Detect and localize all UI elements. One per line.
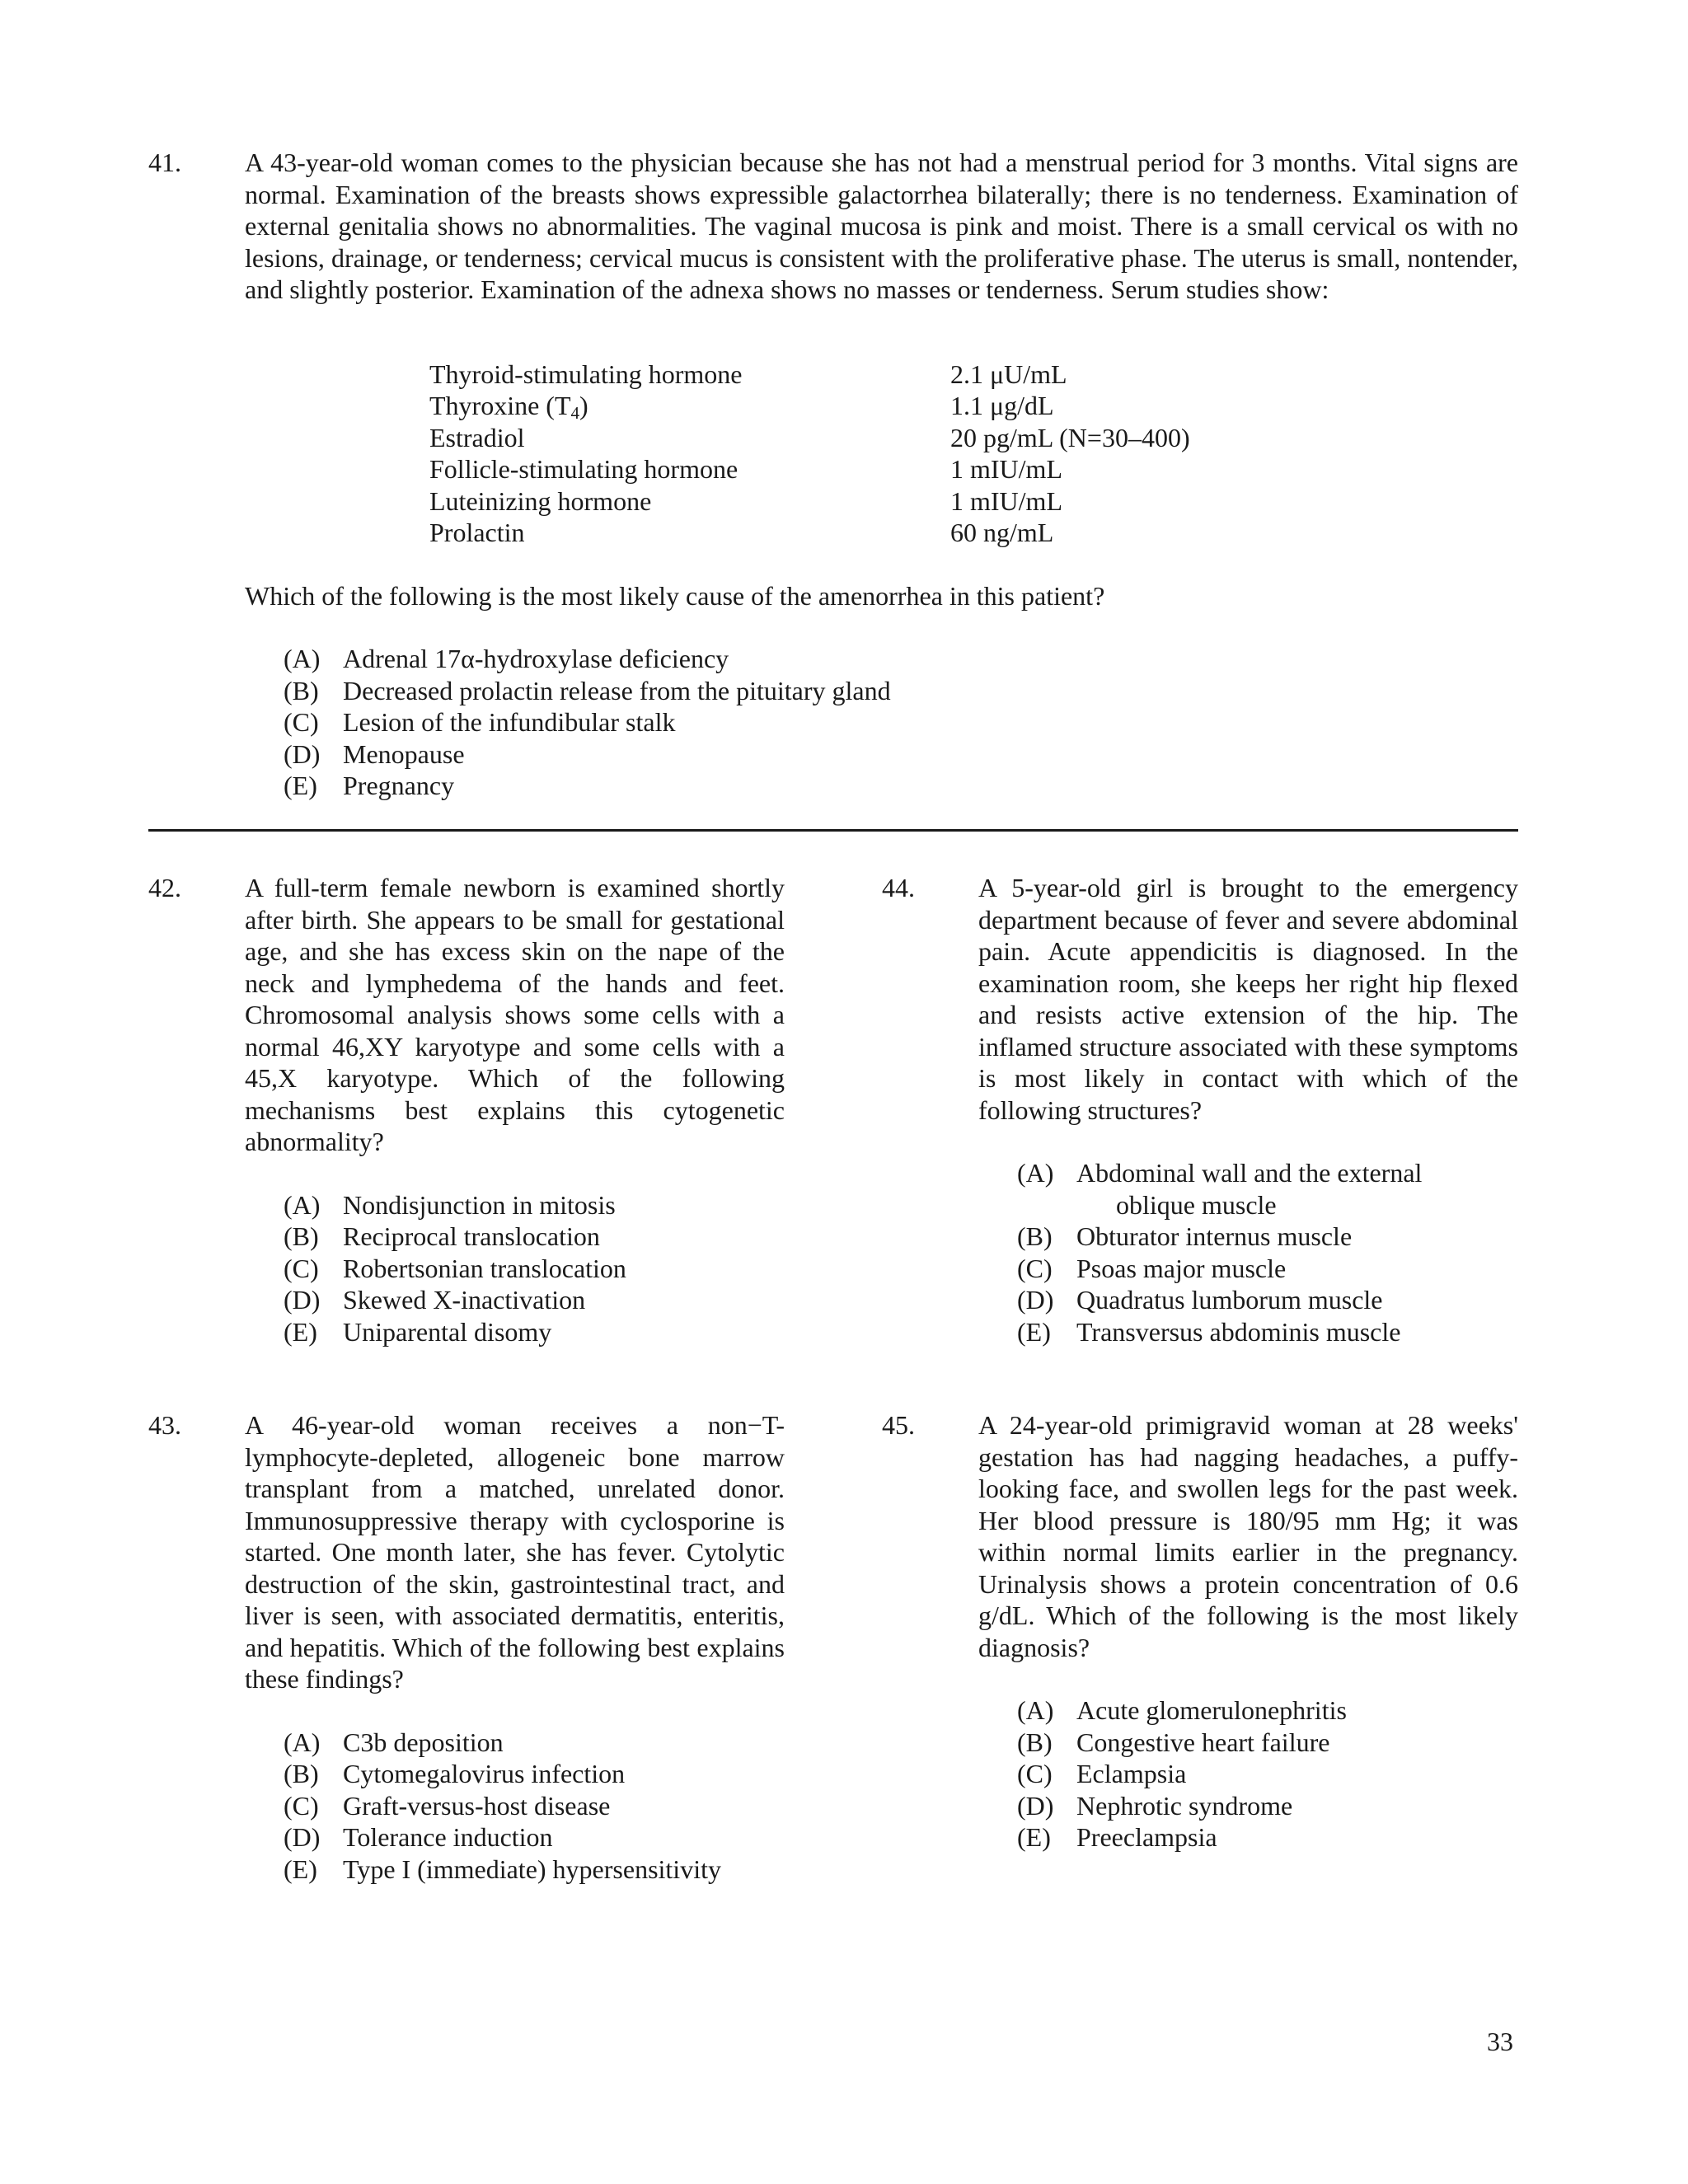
choice-text: Quadratus lumborum muscle [1076,1285,1383,1315]
choice-text: Reciprocal translocation [343,1221,600,1251]
question-number: 43. [148,1410,181,1440]
choice-letter: (B) [284,675,319,705]
question-prompt: Which of the following is the most likely cause of the amenorrhea in this patient? [245,580,1105,611]
choice-text: Decreased prolactin release from the pituitary gland [343,675,891,705]
choice-text: Pregnancy [343,771,455,800]
answer-choice[interactable] [1017,1727,1518,1759]
answer-choice[interactable] [284,1284,785,1316]
answer-choice[interactable] [1017,1790,1518,1822]
choice-text: Eclampsia [1076,1759,1187,1788]
choice-text: Type I (immediate) hypersensitivity [343,1854,721,1884]
lab-value: 1 mIU/mL [950,485,1062,516]
choice-text: Psoas major muscle [1076,1253,1287,1283]
answer-choice[interactable] [284,1221,785,1253]
choice-letter: (C) [1017,1253,1053,1283]
section-divider [148,829,1518,832]
answer-choice[interactable] [284,1854,785,1886]
lab-results-table [429,359,1518,549]
question-stem: A 24-year-old primigravid woman at 28 weeks' gestation has had nagging headaches, a puffy-looking face, and swollen legs for the past week. Her blood pressure is 180/95 mm Hg; it was within normal limits earlier in the pregnancy. Urinalysis shows a protein concentration of 0.6 g/dL. Which of the following is the most likely diagnosis? [978,1410,1518,1662]
choice-text: Abdominal wall and the external [1076,1158,1423,1188]
answer-choices [284,643,1518,802]
lab-value: 20 pg/mL (N=30–400) [950,422,1190,452]
lab-name: Estradiol [429,422,525,452]
question-number: 42. [148,873,181,902]
choice-text: Obturator internus muscle [1076,1221,1353,1251]
choice-letter: (D) [284,738,321,769]
answer-choice[interactable] [284,1316,785,1348]
answer-choice[interactable] [1017,1758,1518,1790]
choice-text: Robertsonian translocation [343,1253,626,1283]
answer-choice[interactable] [284,1189,785,1221]
choice-text: Transversus abdominis muscle [1076,1316,1401,1347]
choice-text-continuation: oblique muscle [1116,1189,1277,1220]
answer-choice[interactable] [284,643,1518,675]
choice-letter: (A) [284,1727,321,1757]
answer-choice[interactable] [1017,1157,1518,1221]
choice-letter: (B) [284,1759,319,1788]
question-stem: A 46-year-old woman receives a non−T-lymphocyte-depleted, allogeneic bone marrow transplant from a matched, unrelated donor. Immunosuppressive therapy with cyclosporine is started. One month later, she has fever. Cytolytic destruction of the skin, gastrointestinal tract, and liver is seen, with associated dermatitis, enteritis, and hepatitis. Which of the following best explains these findings? [245,1410,785,1694]
answer-choice[interactable] [284,1790,785,1822]
choice-text: Graft-versus-host disease [343,1790,611,1821]
choice-letter: (E) [284,1316,317,1347]
choice-text: Adrenal 17α-hydroxylase deficiency [343,644,729,673]
question-number: 44. [882,873,915,902]
page-number: 33 [1487,2027,1513,2056]
choice-text: Menopause [343,738,465,769]
answer-choice[interactable] [284,770,1518,802]
question-42 [148,872,785,1347]
answer-choice[interactable] [284,1727,785,1759]
answer-choice[interactable] [284,1758,785,1790]
choice-letter: (B) [284,1221,319,1251]
question-stem: A 43-year-old woman comes to the physician because she has not had a menstrual period for 3 months. Vital signs are normal. Examination of the breasts shows expressible galactorrhea bilaterally; there is no tenderness. Examination of external genitalia shows no abnormalities. The vaginal mucosa is pink and moist. There is a small cervical os with no lesions, drainage, or tenderness; cervical mucus is consistent with the proliferative phase. The uterus is small, nontender, and slightly posterior. Examination of the adnexa shows no masses or tenderness. Serum studies show: [245,148,1518,304]
answer-choice[interactable] [1017,1694,1518,1727]
choice-text: Congestive heart failure [1076,1727,1330,1757]
choice-letter: (D) [1017,1285,1054,1315]
choice-letter: (A) [284,644,321,673]
choice-text: Skewed X-inactivation [343,1285,586,1315]
lab-value: 1.1 μg/dL [950,391,1054,420]
lab-name: Thyroxine $(T_4)$ [429,391,588,423]
choice-letter: (B) [1017,1221,1053,1251]
choice-letter: (E) [1017,1316,1051,1347]
question-41 [148,147,1518,802]
answer-choice[interactable] [284,675,1518,707]
question-number: 41. [148,148,181,177]
answer-choice[interactable] [1017,1284,1518,1316]
choice-text: Tolerance induction [343,1822,553,1852]
answer-choice[interactable] [284,706,1518,738]
answer-choice[interactable] [284,738,1518,771]
lab-name: Follicle-stimulating hormone [429,454,738,484]
choice-text: Preeclampsia [1076,1822,1217,1852]
choice-text: Nondisjunction in mitosis [343,1189,616,1220]
lab-name: Prolactin [429,518,525,547]
question-45 [882,1409,1518,1854]
lab-value: 2.1 μU/mL [950,359,1067,389]
lab-name: Thyroid-stimulating hormone [429,359,743,389]
answer-choice[interactable] [284,1821,785,1854]
choice-letter: (C) [284,1790,319,1821]
choice-letter: (E) [284,771,317,800]
choice-text: Nephrotic syndrome [1076,1790,1293,1821]
lab-value: 1 mIU/mL [950,454,1062,484]
answer-choice[interactable] [1017,1316,1518,1348]
answer-choice[interactable] [1017,1821,1518,1854]
answer-choices [1017,1694,1518,1854]
choice-letter: (C) [1017,1759,1053,1788]
choice-text: Acute glomerulonephritis [1076,1695,1347,1725]
choice-letter: (B) [1017,1727,1053,1757]
choice-letter: (E) [1017,1822,1051,1852]
choice-letter: (E) [284,1854,317,1884]
choice-letter: (A) [1017,1695,1054,1725]
choice-letter: (D) [284,1822,321,1852]
answer-choices [1017,1157,1518,1347]
answer-choice[interactable] [1017,1221,1518,1253]
choice-letter: (A) [1017,1158,1054,1188]
lab-name: Luteinizing hormone [429,485,652,516]
choice-letter: (A) [284,1189,321,1220]
choice-text: Uniparental disomy [343,1316,552,1347]
choice-text: Lesion of the infundibular stalk [343,707,676,737]
question-44 [882,872,1518,1347]
choice-letter: (C) [284,1253,319,1283]
choice-letter: (D) [1017,1790,1054,1821]
question-43 [148,1409,785,1885]
answer-choice[interactable] [1017,1253,1518,1285]
choice-letter: (D) [284,1285,321,1315]
question-number: 45. [882,1410,915,1440]
answer-choices [284,1189,785,1348]
answer-choice[interactable] [284,1253,785,1285]
question-stem: A full-term female newborn is examined shortly after birth. She appears to be small for gestational age, and she has excess skin on the nape of the neck and lymphedema of the hands and feet. Chromosomal analysis shows some cells with a normal 46,XY karyotype and some cells with a 45,X karyotype. Which of the following mechanisms best explains this cytogenetic abnormality? [245,873,785,1156]
answer-choices [284,1727,785,1886]
choice-letter: (C) [284,707,319,737]
question-stem: A 5-year-old girl is brought to the emergency department because of fever and severe abdominal pain. Acute appendicitis is diagnosed. In the examination room, she keeps her right hip flexed and resists active extension of the hip. The inflamed structure associated with these symptoms is most likely in contact with which of the following structures? [978,873,1518,1125]
choice-text: C3b deposition [343,1727,504,1757]
choice-text: Cytomegalovirus infection [343,1759,626,1788]
lab-value: 60 ng/mL [950,518,1054,547]
